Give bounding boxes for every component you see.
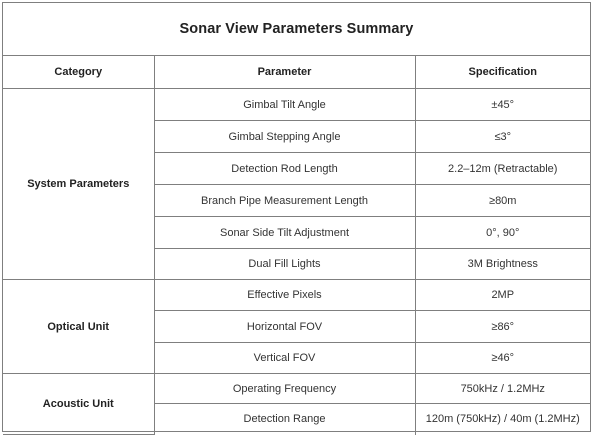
specification-cell: ≥80m [415,185,590,217]
specification-cell: ≥86° [415,311,590,343]
header-parameter: Parameter [154,56,415,89]
parameter-cell: Horizontal FOV [154,311,415,343]
parameter-cell: Gimbal Tilt Angle [154,89,415,121]
table-row [3,89,590,121]
specification-cell: 750kHz / 1.2MHz [415,374,590,404]
specification-cell: ±45° [415,89,590,121]
header-specification: Specification [415,56,590,89]
category-cell: Optical Unit [3,280,154,374]
table-row [3,374,590,404]
header-category: Category [3,56,154,89]
category-cell: Acoustic Unit [3,374,154,435]
parameter-cell: Detection Range [154,404,415,435]
header-row [3,56,590,89]
specification-cell: ≤3° [415,121,590,153]
specification-cell: 2.2–12m (Retractable) [415,153,590,185]
parameter-cell: Branch Pipe Measurement Length [154,185,415,217]
specification-cell: 0°, 90° [415,217,590,249]
category-cell: System Parameters [3,89,154,280]
specification-cell: 2MP [415,280,590,311]
parameter-cell: Gimbal Stepping Angle [154,121,415,153]
parameter-cell: Dual Fill Lights [154,249,415,280]
table-title: Sonar View Parameters Summary [3,3,590,56]
parameter-cell: Sonar Side Tilt Adjustment [154,217,415,249]
table-row [3,280,590,311]
summary-table-frame [2,2,591,432]
parameter-cell: Vertical FOV [154,343,415,374]
specification-cell: ≥46° [415,343,590,374]
parameter-cell: Operating Frequency [154,374,415,404]
parameter-cell: Detection Rod Length [154,153,415,185]
parameters-table [3,56,590,435]
parameter-cell: Effective Pixels [154,280,415,311]
specification-cell: 3M Brightness [415,249,590,280]
specification-cell: 120m (750kHz) / 40m (1.2MHz) [415,404,590,435]
